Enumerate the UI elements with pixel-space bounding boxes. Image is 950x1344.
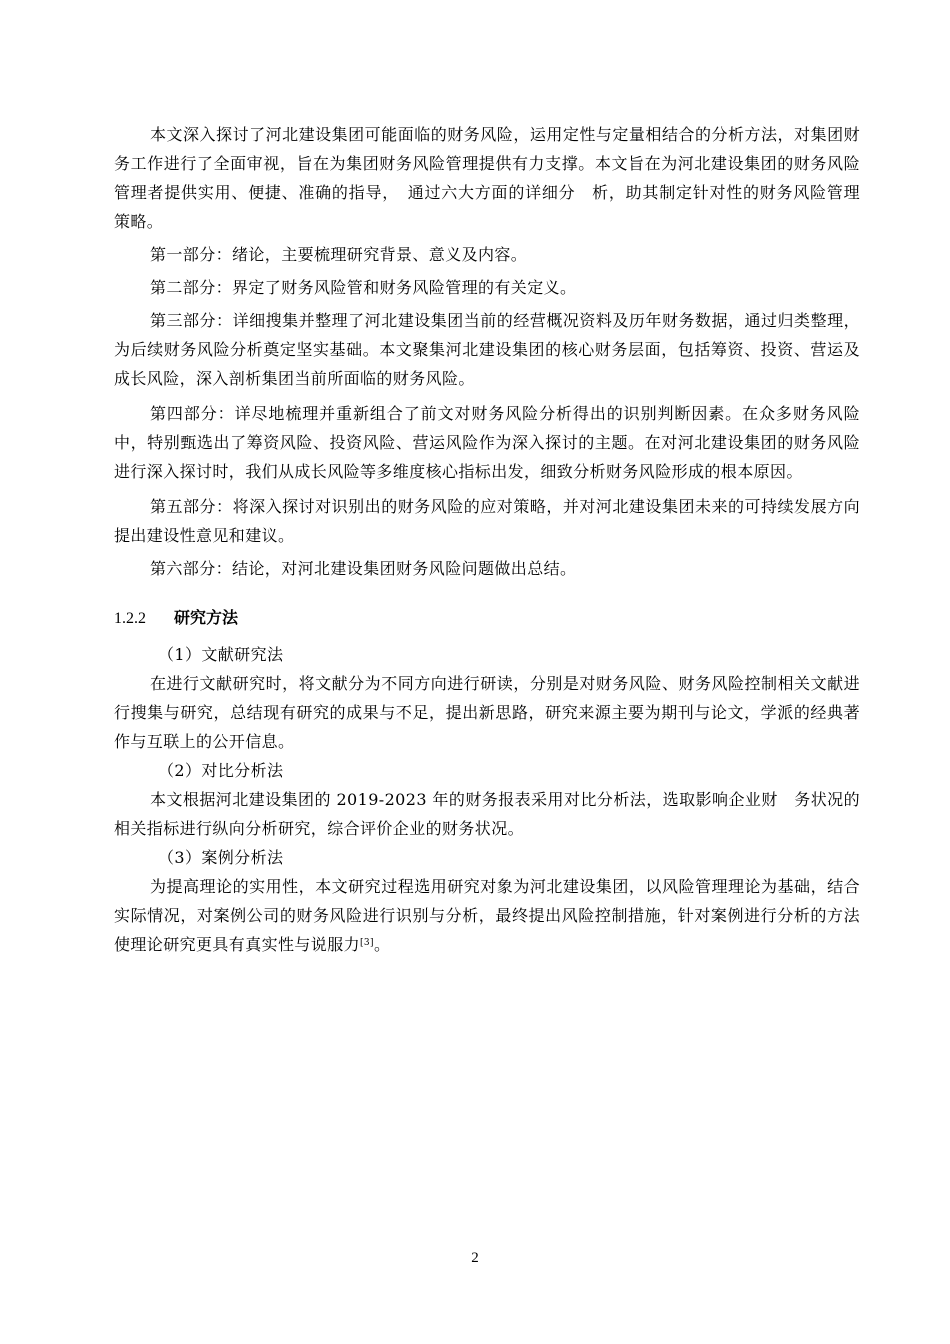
section-heading xyxy=(114,605,860,632)
method-text-case-study xyxy=(114,872,860,959)
method-label-case-study: （3）案例分析法 xyxy=(158,848,284,867)
part-six-paragraph: 第六部分：结论，对河北建设集团财务风险问题做出总结。 xyxy=(150,559,577,578)
case-study-text-end: 。 xyxy=(373,935,391,954)
body-text xyxy=(114,120,860,959)
section-number: 1.2.2 xyxy=(114,610,146,627)
part-three-paragraph: 第三部分：详细搜集并整理了河北建设集团当前的经营概况资料及历年财务数据，通过归类整理，为后续财务风险分析奠定坚实基础。本文聚集河北建设集团的核心财务层面，包括筹资、投资、营运及成长风险，深入剖析集团当前所面临的财务风险。 xyxy=(114,311,860,388)
part-four-paragraph: 第四部分：详尽地梳理并重新组合了前文对财务风险分析得出的识别判断因素。在众多财务风险中，特别甄选出了筹资风险、投资风险、营运风险作为深入探讨的主题。在对河北建设集团的财务风险进行深入探讨时，我们从成长风险等多维度核心指标出发，细致分析财务风险形成的根本原因。 xyxy=(114,404,860,481)
section-title: 研究方法 xyxy=(174,608,239,627)
intro-summary-paragraph: 本文深入探讨了河北建设集团可能面临的财务风险，运用定性与定量相结合的分析方法，对集团财务工作进行了全面审视，旨在为集团财务风险管理提供有力支撑。本文旨在为河北建设集团的财务风险管理者提供实用、便捷、准确的指导， 通过六大方面的详细分 析，助其制定针对性的财务风险管理策略。 xyxy=(114,125,860,231)
part-two-paragraph: 第二部分：界定了财务风险管和财务风险管理的有关定义。 xyxy=(150,278,577,297)
part-five-paragraph: 第五部分：将深入探讨对识别出的财务风险的应对策略，并对河北建设集团未来的可持续发展方向提出建设性意见和建议。 xyxy=(114,497,860,545)
method-text-comparison: 本文根据河北建设集团的 2019-2023 年的财务报表采用对比分析法，选取影响企业财 务状况的相关指标进行纵向分析研究，综合评价企业的财务状况。 xyxy=(114,790,860,838)
page-number: 2 xyxy=(471,1250,479,1266)
method-text-literature: 在进行文献研究时，将文献分为不同方向进行研读，分别是对财务风险、财务风险控制相关文献进行搜集与研究，总结现有研究的成果与不足，提出新思路，研究来源主要为期刊与论文，学派的经典著作与互联上的公开信息。 xyxy=(114,674,860,751)
citation-reference[interactable]: [3] xyxy=(360,938,374,948)
case-study-text: 为提高理论的实用性，本文研究过程选用研究对象为河北建设集团，以风险管理理论为基础，结合实际情况，对案例公司的财务风险进行识别与分析，最终提出风险控制措施，针对案例进行分析的方法使理论研究更具有真实性与说服力 xyxy=(114,877,860,954)
part-one-paragraph: 第一部分：绪论，主要梳理研究背景、意义及内容。 xyxy=(150,245,528,264)
method-label-comparison: （2）对比分析法 xyxy=(158,761,284,780)
method-label-literature: （1）文献研究法 xyxy=(158,645,284,664)
